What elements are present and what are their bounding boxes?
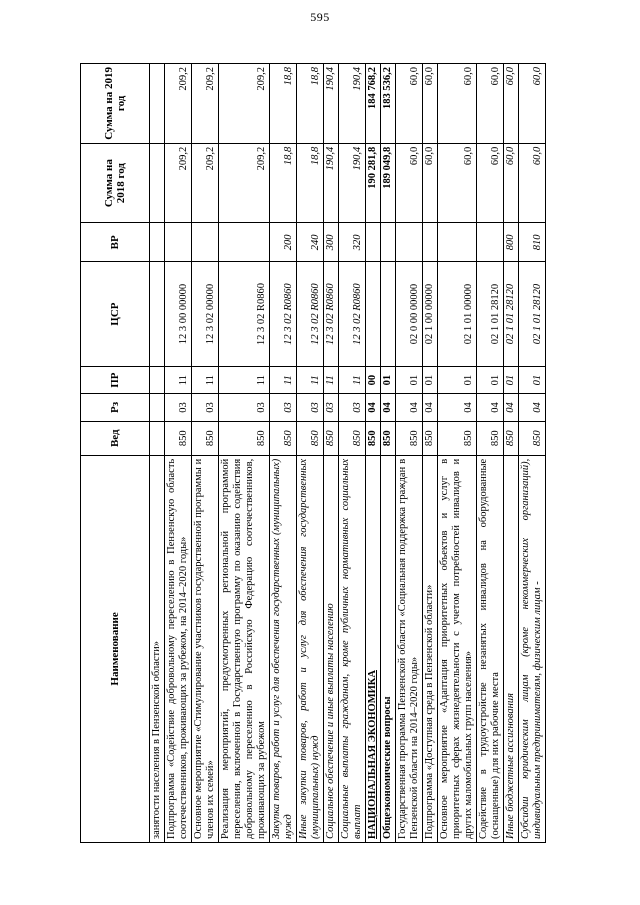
cell-rz: 04 xyxy=(438,394,477,421)
cell-pr: 01 xyxy=(477,366,504,393)
cell-sum-2019: 18,8 xyxy=(270,64,297,144)
cell-vr xyxy=(165,223,192,262)
cell-sum-2018: 18,8 xyxy=(297,143,324,223)
cell-pr: 11 xyxy=(339,366,366,393)
cell-pr: 01 xyxy=(438,366,477,393)
cell-csr xyxy=(381,262,396,367)
cell-csr: 12 3 00 00000 xyxy=(165,262,192,367)
cell-ved: 850 xyxy=(192,421,219,455)
cell-rz: 03 xyxy=(270,394,297,421)
cell-pr: 11 xyxy=(192,366,219,393)
table-row xyxy=(396,64,423,843)
cell-ved: 850 xyxy=(438,421,477,455)
cell-rz: 03 xyxy=(165,394,192,421)
cell-sum-2019: 60,0 xyxy=(477,64,504,144)
table-row xyxy=(297,64,324,843)
cell-sum-2019: 18,8 xyxy=(297,64,324,144)
cell-sum-2018: 60,0 xyxy=(519,143,546,223)
cell-name: Закупка товаров, работ и услуг для обеспечения государственных (муниципальных) нужд xyxy=(270,455,297,842)
cell-rz: 03 xyxy=(219,394,270,421)
cell-vr xyxy=(438,223,477,262)
cell-sum-2018: 209,2 xyxy=(219,143,270,223)
table-row xyxy=(477,64,504,843)
cell-rz: 04 xyxy=(519,394,546,421)
cell-sum-2019: 183 536,2 xyxy=(381,64,396,144)
cell-ved: 850 xyxy=(324,421,339,455)
header-sum-2018: Сумма на 2018 год xyxy=(81,143,150,223)
cell-pr: 11 xyxy=(219,366,270,393)
table-row xyxy=(519,64,546,843)
cell-vr xyxy=(366,223,381,262)
cell-sum-2019: 209,2 xyxy=(192,64,219,144)
cell-csr: 02 1 01 28120 xyxy=(477,262,504,367)
cell-name: Основное мероприятие «Стимулирование участников государственной программы и членов их семей» xyxy=(192,455,219,842)
cell-vr xyxy=(423,223,438,262)
cell-name: Иные закупки товаров, работ и услуг для обеспечения государственных (муниципальных) нужд xyxy=(297,455,324,842)
cell-vr: 200 xyxy=(270,223,297,262)
cell-rz: 04 xyxy=(423,394,438,421)
cell-rz: 04 xyxy=(366,394,381,421)
cell-rz: 03 xyxy=(192,394,219,421)
cell-name: Реализация мероприятий, предусмотренных региональной программой переселения, включенной в Государственную программу по оказанию содействия добровольному переселению в Российскую Федерацию соотечественников, проживающих за рубежом xyxy=(219,455,270,842)
cell-pr xyxy=(150,366,165,393)
cell-csr: 12 3 02 R0860 xyxy=(339,262,366,367)
cell-sum-2019: 184 768,2 xyxy=(366,64,381,144)
cell-ved: 850 xyxy=(396,421,423,455)
cell-csr: 12 3 02 R0860 xyxy=(219,262,270,367)
cell-sum-2018: 189 049,8 xyxy=(381,143,396,223)
header-csr: ЦСР xyxy=(81,262,150,367)
cell-rz: 04 xyxy=(504,394,519,421)
cell-sum-2018: 60,0 xyxy=(477,143,504,223)
cell-sum-2018: 60,0 xyxy=(396,143,423,223)
cell-name: Государственная программа Пензенской области «Социальная поддержка граждан в Пензенской области на 2014–2020 годы» xyxy=(396,455,423,842)
table-row xyxy=(324,64,339,843)
table-row xyxy=(423,64,438,843)
cell-ved: 850 xyxy=(504,421,519,455)
cell-sum-2018: 209,2 xyxy=(165,143,192,223)
cell-pr: 11 xyxy=(165,366,192,393)
cell-name: Общеэкономические вопросы xyxy=(381,455,396,842)
cell-csr: 02 1 00 00000 xyxy=(423,262,438,367)
table-row xyxy=(150,64,165,843)
cell-vr xyxy=(381,223,396,262)
table-row xyxy=(504,64,519,843)
cell-sum-2019: 209,2 xyxy=(219,64,270,144)
cell-vr: 800 xyxy=(504,223,519,262)
cell-csr: 12 3 02 R0860 xyxy=(297,262,324,367)
cell-sum-2019: 60,0 xyxy=(423,64,438,144)
cell-pr: 01 xyxy=(504,366,519,393)
cell-csr xyxy=(150,262,165,367)
cell-sum-2019: 209,2 xyxy=(165,64,192,144)
table-row xyxy=(339,64,366,843)
cell-sum-2018: 60,0 xyxy=(504,143,519,223)
cell-pr: 00 xyxy=(366,366,381,393)
cell-rz: 03 xyxy=(324,394,339,421)
cell-rz: 03 xyxy=(297,394,324,421)
cell-csr: 02 1 01 28120 xyxy=(519,262,546,367)
cell-pr: 01 xyxy=(396,366,423,393)
cell-ved: 850 xyxy=(297,421,324,455)
header-name: Наименование xyxy=(81,455,150,842)
cell-sum-2019: 60,0 xyxy=(396,64,423,144)
cell-ved: 850 xyxy=(477,421,504,455)
cell-sum-2018: 190 281,8 xyxy=(366,143,381,223)
cell-name: Субсидии юридическим лицам (кроме некоммерческих организаций), индивидуальным предпринимателям, физическим лицам - xyxy=(519,455,546,842)
cell-pr: 11 xyxy=(324,366,339,393)
cell-ved: 850 xyxy=(519,421,546,455)
cell-csr: 02 0 00 00000 xyxy=(396,262,423,367)
cell-sum-2019 xyxy=(150,64,165,144)
cell-ved: 850 xyxy=(381,421,396,455)
cell-rz xyxy=(150,394,165,421)
header-sum-2019: Сумма на 2019 год xyxy=(81,64,150,144)
cell-sum-2018: 60,0 xyxy=(438,143,477,223)
cell-sum-2018: 60,0 xyxy=(423,143,438,223)
cell-sum-2019: 60,0 xyxy=(504,64,519,144)
cell-vr: 320 xyxy=(339,223,366,262)
table-row xyxy=(192,64,219,843)
cell-sum-2018: 190,4 xyxy=(339,143,366,223)
cell-csr: 12 3 02 00000 xyxy=(192,262,219,367)
header-vr: ВР xyxy=(81,223,150,262)
cell-sum-2018: 18,8 xyxy=(270,143,297,223)
table-row xyxy=(270,64,297,843)
header-rz: Рз xyxy=(81,394,150,421)
cell-csr: 02 1 01 00000 xyxy=(438,262,477,367)
cell-vr xyxy=(150,223,165,262)
cell-ved: 850 xyxy=(219,421,270,455)
cell-sum-2019: 190,4 xyxy=(324,64,339,144)
cell-rz: 03 xyxy=(339,394,366,421)
cell-csr xyxy=(366,262,381,367)
cell-sum-2019: 60,0 xyxy=(438,64,477,144)
cell-pr: 11 xyxy=(297,366,324,393)
cell-pr: 11 xyxy=(270,366,297,393)
page-number: 595 xyxy=(310,10,330,24)
cell-sum-2018 xyxy=(150,143,165,223)
cell-ved: 850 xyxy=(270,421,297,455)
cell-name: Подпрограмма «Содействие добровольному переселению в Пензенскую область соотечественников, проживающих за рубежом, на 2014–2020 годы» xyxy=(165,455,192,842)
header-ved: Вед xyxy=(81,421,150,455)
cell-vr xyxy=(192,223,219,262)
cell-vr xyxy=(396,223,423,262)
cell-name: НАЦИОНАЛЬНАЯ ЭКОНОМИКА xyxy=(366,455,381,842)
cell-vr: 300 xyxy=(324,223,339,262)
cell-vr: 810 xyxy=(519,223,546,262)
table-row xyxy=(381,64,396,843)
header-pr: ПР xyxy=(81,366,150,393)
cell-csr: 02 1 01 28120 xyxy=(504,262,519,367)
cell-csr: 12 3 02 R0860 xyxy=(270,262,297,367)
table-row xyxy=(165,64,192,843)
cell-sum-2019: 60,0 xyxy=(519,64,546,144)
cell-vr: 240 xyxy=(297,223,324,262)
budget-table xyxy=(80,63,546,843)
table-row xyxy=(366,64,381,843)
cell-name: Иные бюджетные ассигнования xyxy=(504,455,519,842)
cell-sum-2019: 190,4 xyxy=(339,64,366,144)
cell-pr: 01 xyxy=(381,366,396,393)
cell-name: Содействие в трудоустройстве незанятых инвалидов на оборудованные (оснащенные) для них рабочие места xyxy=(477,455,504,842)
cell-vr xyxy=(477,223,504,262)
rotated-table-wrapper xyxy=(80,63,600,843)
cell-ved: 850 xyxy=(165,421,192,455)
cell-rz: 04 xyxy=(477,394,504,421)
cell-name: Социальное обеспечение и иные выплаты населению xyxy=(324,455,339,842)
cell-rz: 04 xyxy=(396,394,423,421)
cell-sum-2018: 190,4 xyxy=(324,143,339,223)
cell-rz: 04 xyxy=(381,394,396,421)
cell-csr: 12 3 02 R0860 xyxy=(324,262,339,367)
cell-ved: 850 xyxy=(423,421,438,455)
cell-pr: 01 xyxy=(423,366,438,393)
table-row xyxy=(219,64,270,843)
cell-name: занятости населения в Пензенской области» xyxy=(150,455,165,842)
table-header-row xyxy=(81,64,150,843)
cell-ved: 850 xyxy=(366,421,381,455)
cell-name: Основное мероприятие «Адаптация приоритетных объектов и услуг в приоритетных сферах жизнедеятельности с учетом потребностей инвалидов и других маломобильных групп населения» xyxy=(438,455,477,842)
table-row xyxy=(438,64,477,843)
cell-ved: 850 xyxy=(339,421,366,455)
cell-name: Подпрограмма «Доступная среда в Пензенской области» xyxy=(423,455,438,842)
cell-name: Социальные выплаты гражданам, кроме публичных нормативных социальных выплат xyxy=(339,455,366,842)
cell-sum-2018: 209,2 xyxy=(192,143,219,223)
cell-pr: 01 xyxy=(519,366,546,393)
table-body xyxy=(150,64,546,843)
cell-vr xyxy=(219,223,270,262)
cell-ved xyxy=(150,421,165,455)
